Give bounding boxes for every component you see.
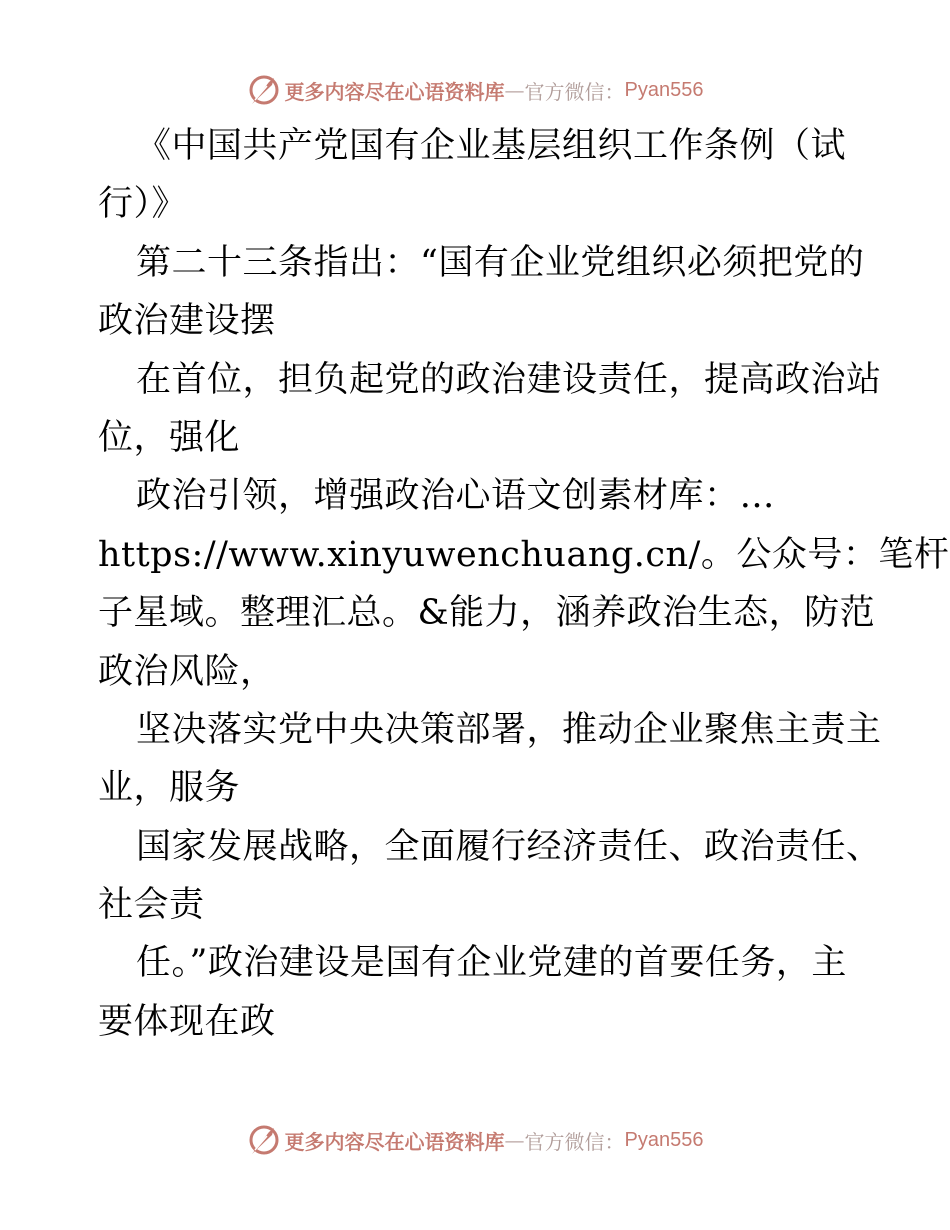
body-line: 位，强化	[98, 417, 241, 458]
body-line: 在首位，担负起党的政治建设责任，提高政治站	[136, 359, 882, 400]
footer-watermark	[0, 1120, 950, 1160]
body-line: 坚决落实党中央决策部署，推动企业聚焦主责主	[136, 709, 882, 750]
watermark-text: 更多内容尽在心语资料库	[284, 79, 505, 104]
watermark-contact-label: 官方微信：	[524, 1129, 625, 1154]
body-line-url: https://www.xinyuwenchuang.cn/。公众号：笔杆	[98, 534, 950, 575]
body-line: 社会责	[98, 885, 205, 926]
quill-pen-circle-icon	[247, 1123, 281, 1157]
document-body	[98, 117, 950, 1051]
watermark-separator: —	[504, 78, 525, 102]
body-line: 业，服务	[98, 768, 241, 809]
body-line: 第二十三条指出：“国有企业党组织必须把党的	[136, 242, 865, 283]
header-watermark	[0, 70, 950, 110]
body-line: 国家发展战略，全面履行经济责任、政治责任、	[136, 826, 882, 867]
watermark-separator: —	[504, 1128, 525, 1152]
body-line: 任。”政治建设是国有企业党建的首要任务，主	[136, 943, 847, 984]
watermark-contact-id: Pyan556	[624, 78, 704, 101]
watermark-text: 更多内容尽在心语资料库	[284, 1129, 505, 1154]
body-line: 政治风险，	[98, 651, 276, 692]
body-line: 要体现在政	[98, 1001, 276, 1042]
body-line: 《中国共产党国有企业基层组织工作条例（试	[136, 126, 847, 166]
quill-pen-circle-icon	[247, 73, 281, 107]
body-line: 政治引领，增强政治心语文创素材库：…	[136, 476, 776, 517]
body-line: 子星域。整理汇总。&能力，涵养政治生态，防范	[98, 593, 876, 634]
body-line: 行）》	[98, 184, 188, 225]
watermark-contact-id: Pyan556	[624, 1128, 704, 1151]
body-line: 政治建设摆	[98, 301, 276, 342]
watermark-contact-label: 官方微信：	[524, 79, 625, 104]
